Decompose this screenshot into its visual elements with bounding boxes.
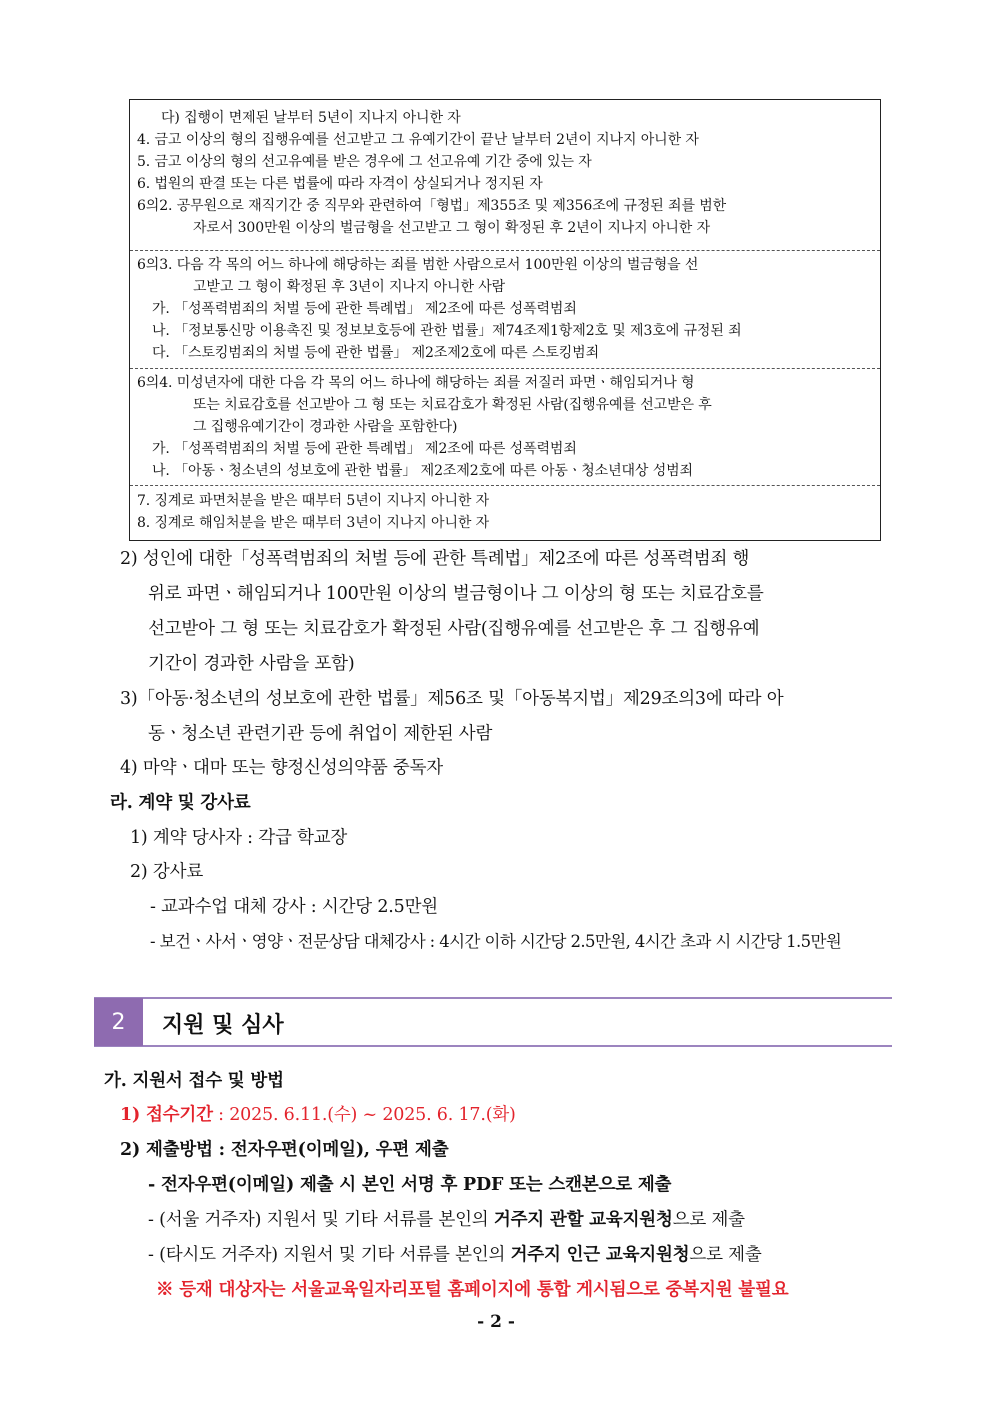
list-item: 그 집행유예기간이 경과한 사람을 포함한다) — [193, 419, 458, 435]
table-section-2 — [130, 250, 880, 364]
apply-period — [120, 1101, 516, 1126]
list-item: 7. 징계로 파면처분을 받은 때부터 5년이 지나지 아니한 자 — [137, 493, 490, 509]
text-segment: 으로 제출 — [689, 1245, 762, 1265]
duplicate-note: ※ 등재 대상자는 서울교육일자리포털 홈페이지에 통합 게시됨으로 중복지원 불필요 — [156, 1280, 789, 1300]
list-item: 8. 징계로 해임처분을 받은 때부터 3년이 지나지 아니한 자 — [137, 515, 490, 531]
body-line: 2) 강사료 — [130, 862, 204, 882]
body-line: 선고받아 그 형 또는 치료감호가 확정된 사람(집행유예를 선고받은 후 그 집행유예 — [148, 619, 760, 639]
table-section-3 — [130, 368, 880, 482]
list-item: 다) 집행이 면제된 날부터 5년이 지나지 아니한 자 — [161, 110, 461, 126]
text-segment-bold: 거주지 관할 교육지원청 — [493, 1210, 673, 1230]
list-item: 나. 「정보통신망 이용촉진 및 정보보호등에 관한 법률」제74조제1항제2호 및 제3호에 규정된 죄 — [152, 323, 742, 339]
method-seoul — [148, 1206, 745, 1231]
section-heading-contract: 라. 계약 및 강사료 — [110, 793, 251, 813]
apply-heading: 가. 지원서 접수 및 방법 — [104, 1071, 284, 1091]
text-segment-bold: 거주지 인근 교육지원청 — [510, 1245, 690, 1265]
list-item: 6. 법원의 판결 또는 다른 법률에 따라 자격이 상실되거나 정지된 자 — [137, 176, 543, 192]
period-value: : 2025. 6.11.(수) ~ 2025. 6. 17.(화) — [212, 1105, 516, 1125]
method-email: - 전자우편(이메일) 제출 시 본인 서명 후 PDF 또는 스캔본으로 제출 — [148, 1175, 672, 1195]
list-item: 나. 「아동ㆍ청소년의 성보호에 관한 법률」 제2조제2호에 따른 아동ㆍ청소년대상 성범죄 — [152, 463, 693, 479]
apply-method: 2) 제출방법 : 전자우편(이메일), 우편 제출 — [120, 1140, 449, 1160]
list-item: 4. 금고 이상의 형의 집행유예를 선고받고 그 유예기간이 끝난 날부터 2년이 지나지 아니한 자 — [137, 132, 699, 148]
body-line: 위로 파면ㆍ해임되거나 100만원 이상의 벌금형이나 그 이상의 형 또는 치료감호를 — [148, 584, 764, 604]
page-number: - 2 - — [477, 1312, 515, 1332]
list-item: 고받고 그 형이 확정된 후 3년이 지나지 아니한 사람 — [193, 279, 506, 295]
text-segment: 으로 제출 — [672, 1210, 745, 1230]
section-rule-top — [94, 997, 892, 999]
disqualification-table — [129, 99, 881, 541]
method-other-region — [148, 1241, 762, 1266]
body-line: 4) 마약ㆍ대마 또는 향정신성의약품 중독자 — [120, 758, 443, 778]
body-line: 기간이 경과한 사람을 포함) — [148, 654, 355, 674]
table-section-4 — [130, 485, 880, 534]
list-item: 다. 「스토킹범죄의 처벌 등에 관한 법률」 제2조제2호에 따른 스토킹범죄 — [152, 345, 600, 361]
body-line: - 교과수업 대체 강사 : 시간당 2.5만원 — [150, 897, 438, 917]
table-section-1 — [130, 107, 880, 239]
section-rule-bottom — [94, 1045, 892, 1047]
list-item: 6의2. 공무원으로 재직기간 중 직무와 관련하여「형법」제355조 및 제356조에 규정된 죄를 범한 — [137, 198, 727, 214]
body-line: 동ㆍ청소년 관련기관 등에 취업이 제한된 사람 — [148, 724, 493, 744]
list-item: 6의3. 다음 각 목의 어느 하나에 해당하는 죄를 범한 사람으로서 100만원 이상의 벌금형을 선 — [137, 257, 699, 273]
period-label: 1) 접수기간 — [120, 1105, 213, 1125]
list-item: 자로서 300만원 이상의 벌금형을 선고받고 그 형이 확정된 후 2년이 지나지 아니한 자 — [193, 220, 710, 236]
body-line: 2) 성인에 대한「성폭력범죄의 처벌 등에 관한 특례법」제2조에 따른 성폭력범죄 행 — [120, 549, 750, 569]
text-segment: - (타시도 거주자) 지원서 및 기타 서류를 본인의 — [148, 1245, 511, 1265]
list-item: 5. 금고 이상의 형의 선고유예를 받은 경우에 그 선고유예 기간 중에 있는 자 — [137, 154, 592, 170]
body-line: 3)「아동·청소년의 성보호에 관한 법률」제56조 및「아동복지법」제29조의3에 따라 아 — [120, 689, 784, 709]
list-item: 6의4. 미성년자에 대한 다음 각 목의 어느 하나에 해당하는 죄를 저질러 파면ㆍ해임되거나 형 — [137, 375, 695, 391]
text-segment: - (서울 거주자) 지원서 및 기타 서류를 본인의 — [148, 1210, 494, 1230]
section-title: 지원 및 심사 — [162, 1013, 284, 1038]
section-number-badge: 2 — [94, 998, 143, 1046]
body-line: - 보건ㆍ사서ㆍ영양ㆍ전문상담 대체강사 : 4시간 이하 시간당 2.5만원, 4시간 초과 시 시간당 1.5만원 — [150, 932, 842, 951]
list-item: 또는 치료감호를 선고받아 그 형 또는 치료감호가 확정된 사람(집행유예를 선고받은 후 — [193, 397, 712, 413]
list-item: 가. 「성폭력범죄의 처벌 등에 관한 특례법」 제2조에 따른 성폭력범죄 — [152, 441, 577, 457]
body-line: 1) 계약 당사자 : 각급 학교장 — [130, 828, 348, 848]
list-item: 가. 「성폭력범죄의 처벌 등에 관한 특례법」 제2조에 따른 성폭력범죄 — [152, 301, 577, 317]
